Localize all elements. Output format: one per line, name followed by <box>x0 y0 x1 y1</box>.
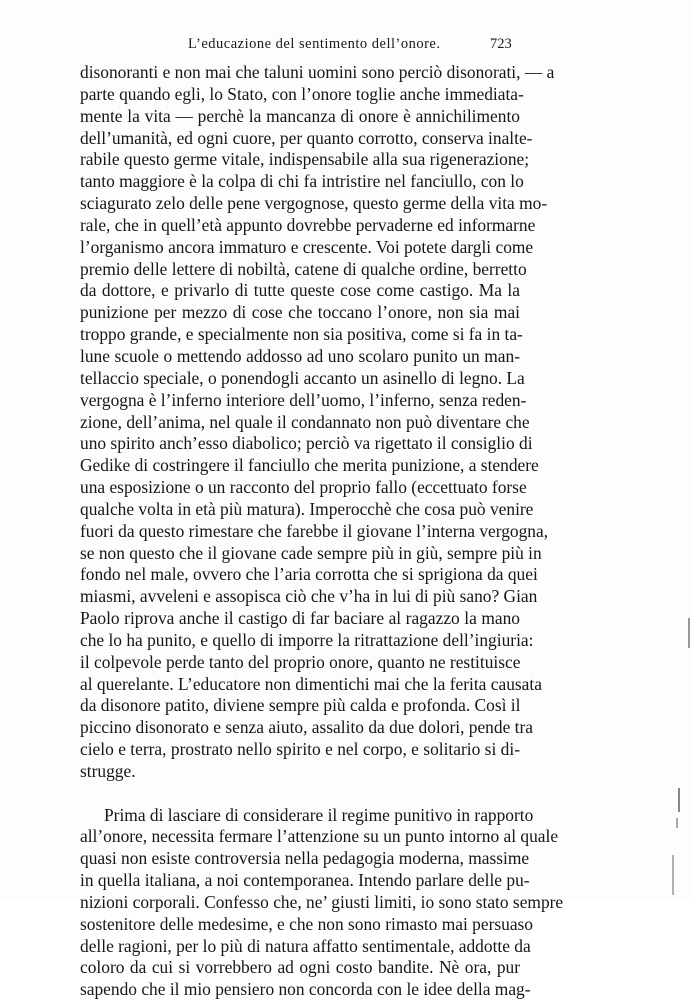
text-line: da disonore patito, diviene sempre più calda e profonda. Così il <box>80 695 521 716</box>
running-title: L’educazione del sentimento dell’onore. <box>188 36 441 52</box>
text-line: il colpevole perde tanto del proprio onore, quanto ne restituisce <box>80 651 521 672</box>
text-line: in quella italiana, a noi contemporanea. Intendo parlare delle pu- <box>80 870 530 891</box>
scan-mark <box>678 788 680 812</box>
scan-mark <box>688 618 690 648</box>
text-line: zione, dell’anima, nel quale il condannato non può diventare che <box>80 411 530 432</box>
body-text <box>80 62 564 1001</box>
text-line: premio delle lettere di nobiltà, catene di qualche ordine, berretto <box>80 258 527 279</box>
text-line: mente la vita — perchè la mancanza di onore è annichilimento <box>80 105 520 126</box>
paragraph-1 <box>80 62 555 783</box>
text-line: se non questo che il giovane cade sempre più in giù, sempre più in <box>80 542 542 563</box>
text-line: qualche volta in età più matura). Imperocchè che cosa può venire <box>80 498 534 519</box>
text-line: fuori da questo rimestare che farebbe il giovane l’interna vergogna, <box>80 520 549 541</box>
text-line: fondo nel male, ovvero che l’aria corrotta che si sprigiona da quei <box>80 564 538 585</box>
text-line: tanto maggiore è la colpa di chi fa intristire nel fanciullo, con lo <box>80 171 524 192</box>
text-line: uno spirito anch’esso diabolico; perciò va rigettato il consiglio di <box>80 433 533 454</box>
text-line: strugge. <box>80 761 136 781</box>
text-line: tellaccio speciale, o ponendogli accanto un asinello di legno. La <box>80 367 525 388</box>
text-line: lune scuole o mettendo addosso ad uno scolaro punito un man- <box>80 345 520 366</box>
text-line: punizione per mezzo di cose che toccano l’onore, non sia mai <box>80 302 520 323</box>
text-line: Prima di lasciare di considerare il regime punitivo in rapporto <box>104 804 534 825</box>
text-line: vergogna è l’inferno interiore dell’uomo, l’inferno, senza reden- <box>80 389 527 410</box>
text-line: nizioni corporali. Confesso che, ne’ giusti limiti, io sono stato sempre <box>80 891 564 912</box>
text-line: troppo grande, e specialmente non sia positiva, come si fa in ta- <box>80 324 523 345</box>
text-line: rale, che in quell’età appunto dovrebbe pervaderne ed informarne <box>80 214 536 235</box>
text-line: l’organismo ancora immaturo e crescente. Voi potete dargli come <box>80 236 534 257</box>
paragraph-gap <box>80 783 520 805</box>
text-line: al querelante. L’educatore non dimentichi mai che la ferita causata <box>80 673 542 694</box>
text-line: coloro da cui si vorrebbero ad ogni costo bandite. Nè ora, pur <box>80 957 520 978</box>
text-line: piccino disonorato e senza aiuto, assalito da due dolori, pende tra <box>80 717 533 738</box>
page-number: 723 <box>490 36 512 52</box>
scan-mark <box>672 855 674 895</box>
text-line: Paolo riprova anche il castigo di far baciare al ragazzo la mano <box>80 608 520 629</box>
text-line: delle ragioni, per lo più di natura affatto sentimentale, addotte da <box>80 935 531 956</box>
paragraph-2 <box>80 804 564 1001</box>
running-header <box>188 36 692 58</box>
text-line: da dottore, e privarlo di tutte queste cose come castigo. Ma la <box>80 280 520 301</box>
scan-mark <box>676 818 678 828</box>
text-line: dell’umanità, ed ogni cuore, per quanto corrotto, conserva inalte- <box>80 127 533 148</box>
text-line: cielo e terra, prostrato nello spirito e nel corpo, e solitario si di- <box>80 739 520 760</box>
text-line: parte quando egli, lo Stato, con l’onore toglie anche immediata- <box>80 83 524 104</box>
text-line: una esposizione o un racconto del proprio fallo (eccettuato forse <box>80 477 527 498</box>
text-line: quasi non esiste controversia nella pedagogia moderna, massime <box>80 848 530 869</box>
text-line: disonoranti e non mai che taluni uomini sono perciò disonorati, — a <box>80 62 555 82</box>
text-line: sapendo che il mio pensiero non concorda con le idee della mag- <box>80 979 531 1000</box>
text-line: all’onore, necessita fermare l’attenzione su un punto intorno al quale <box>80 826 559 847</box>
text-line: rabile questo germe vitale, indispensabile alla sua rigenerazione; <box>80 149 530 170</box>
text-line: miasmi, avveleni e assopisca ciò che v’ha in lui di più sano? Gian <box>80 586 538 607</box>
text-line: sostenitore delle medesime, e che non sono rimasto mai persuaso <box>80 913 534 934</box>
text-line: che lo ha punito, e quello di imporre la ritrattazione dell’ingiuria: <box>80 629 534 650</box>
text-line: Gedike di costringere il fanciullo che merita punizione, a stendere <box>80 455 539 476</box>
text-line: sciagurato zelo delle pene vergognose, questo germe della vita mo- <box>80 193 548 214</box>
